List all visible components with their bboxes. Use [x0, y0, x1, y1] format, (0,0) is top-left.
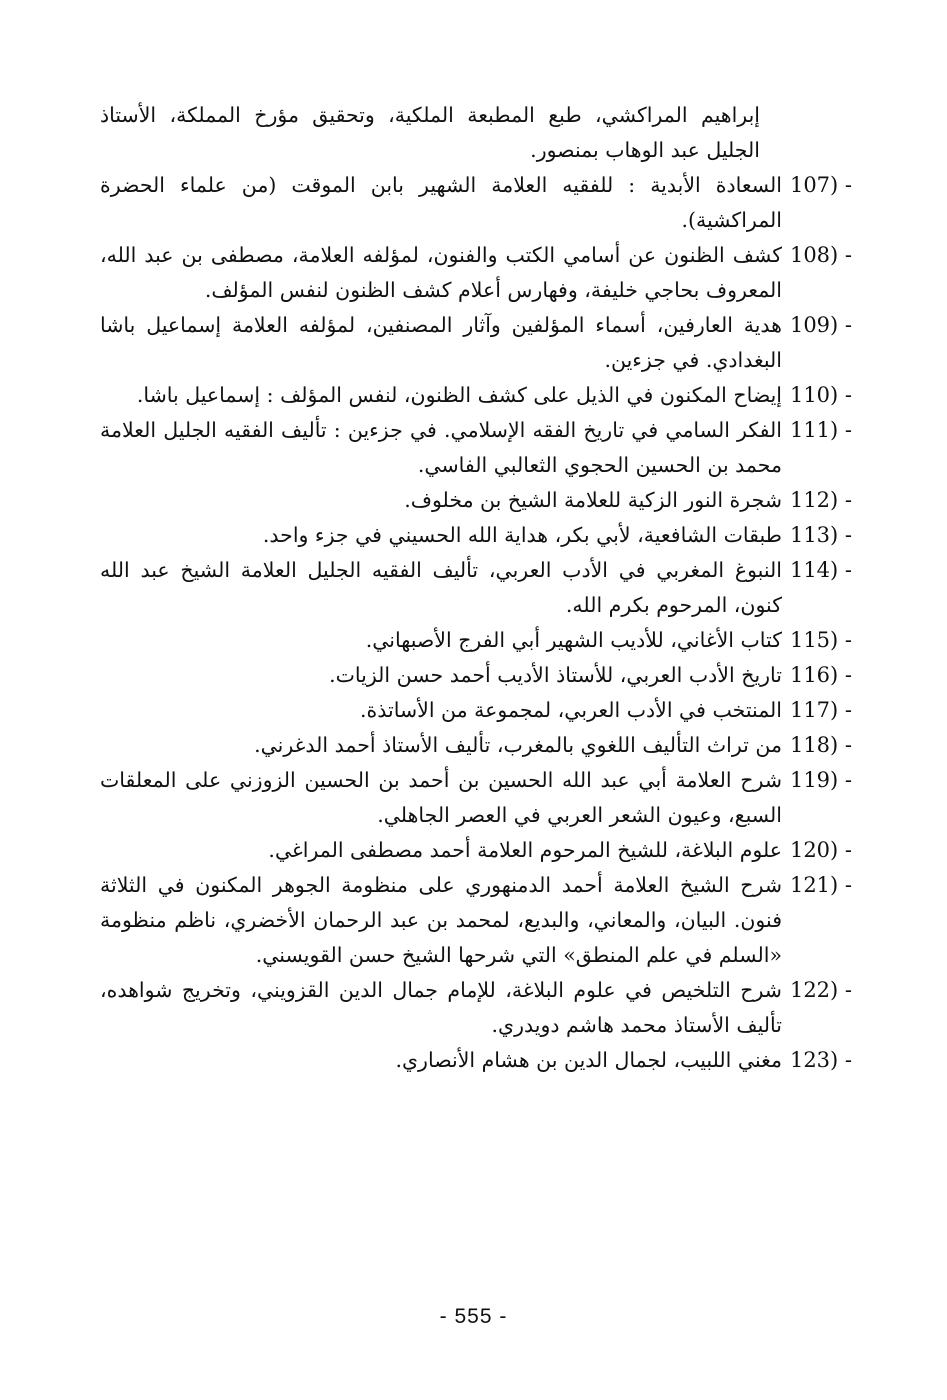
entry-text: السعادة الأبدية : للفقيه العلامة الشهير بابن الموقت (من علماء الحضرة المراكشية). [100, 173, 782, 232]
bibliography-entry [100, 623, 852, 658]
bibliography-entry [100, 833, 852, 868]
entry-text: شرح التلخيص في علوم البلاغة، للإمام جمال الدين القزويني، وتخريج شواهده، تأليف الأستاذ محمد هاشم دويدري. [100, 978, 782, 1037]
entry-text: شرح العلامة أبي عبد الله الحسين بن أحمد بن الحسين الزوزني على المعلقات السبع، وعيون الشعر العربي في العصر الجاهلي. [100, 768, 782, 827]
bibliography-entry [100, 238, 852, 308]
entry-text: شرح الشيخ العلامة أحمد الدمنهوري على منظومة الجوهر المكنون في الثلاثة فنون. البيان، والمعاني، والبديع، لمحمد بن عبد الرحمان الأخضري، ناظم منظومة «السلم في علم المنطق» التي شرحها الشيخ حسن القويسني. [100, 873, 782, 967]
entry-number: 120) - [789, 838, 852, 862]
entry-text: مغني اللبيب، لجمال الدين بن هشام الأنصاري. [395, 1048, 782, 1072]
bibliography-entry [100, 693, 852, 728]
bibliography-entry [100, 168, 852, 238]
entry-number: 118) - [789, 733, 852, 757]
bibliography-entry [100, 658, 852, 693]
bibliography-list [100, 98, 852, 1078]
entry-number: 108) - [789, 243, 852, 267]
entry-text: هدية العارفين، أسماء المؤلفين وآثار المصنفين، لمؤلفه العلامة إسماعيل باشا البغدادي. في جزءين. [100, 313, 782, 372]
entry-text: كتاب الأغاني، للأديب الشهير أبي الفرج الأصبهاني. [365, 628, 782, 652]
bibliography-entry [100, 1043, 852, 1078]
entry-text: النبوغ المغربي في الأدب العربي، تأليف الفقيه الجليل العلامة الشيخ عبد الله كنون، المرحوم بكرم الله. [100, 558, 782, 617]
entry-number: 116) - [789, 663, 852, 687]
entry-number: 123) - [789, 1048, 852, 1072]
entry-number: 119) - [789, 768, 852, 792]
entry-number: 122) - [789, 978, 852, 1002]
entry-text: كشف الظنون عن أسامي الكتب والفنون، لمؤلفه العلامة، مصطفى بن عبد الله، المعروف بحاجي خليفة، وفهارس أعلام كشف الظنون لنفس المؤلف. [100, 243, 782, 302]
entry-text: الفكر السامي في تاريخ الفقه الإسلامي. في جزءين : تأليف الفقيه الجليل العلامة محمد بن الحسين الحجوي الثعالبي الفاسي. [100, 418, 782, 477]
entry-number: 115) - [789, 628, 852, 652]
entry-number: 111) - [789, 418, 852, 442]
entry-text: المنتخب في الأدب العربي، لمجموعة من الأساتذة. [360, 698, 782, 722]
bibliography-entry [100, 378, 852, 413]
entry-number: 121) - [789, 873, 852, 897]
page-number: - 555 - [439, 1305, 508, 1328]
entry-number: 114) - [789, 558, 852, 582]
bibliography-entry [100, 553, 852, 623]
entry-number: 117) - [789, 698, 852, 722]
entry-text: إيضاح المكنون في الذيل على كشف الظنون، لنفس المؤلف : إسماعيل باشا. [136, 383, 782, 407]
entry-number: 113) - [789, 523, 852, 547]
entry-number: 112) - [789, 488, 852, 512]
continued-entry-text: إبراهيم المراكشي، طبع المطبعة الملكية، وتحقيق مؤرخ المملكة، الأستاذ الجليل عبد الوهاب بمنصور. [100, 103, 760, 162]
entry-text: من تراث التأليف اللغوي بالمغرب، تأليف الأستاذ أحمد الدغرني. [254, 733, 782, 757]
bibliography-entry [100, 763, 852, 833]
bibliography-entry [100, 973, 852, 1043]
entry-text: تاريخ الأدب العربي، للأستاذ الأديب أحمد حسن الزيات. [329, 663, 782, 687]
entry-number: 107) - [789, 173, 852, 197]
entry-text: شجرة النور الزكية للعلامة الشيخ بن مخلوف. [404, 488, 782, 512]
bibliography-entry [100, 308, 852, 378]
bibliography-entry [100, 518, 852, 553]
bibliography-entry [100, 868, 852, 973]
bibliography-entry [100, 728, 852, 763]
entry-number: 109) - [789, 313, 852, 337]
bibliography-entry [100, 413, 852, 483]
entry-text: طبقات الشافعية، لأبي بكر، هداية الله الحسيني في جزء واحد. [262, 523, 782, 547]
bibliography-entry [100, 483, 852, 518]
entry-number: 110) - [789, 383, 852, 407]
entry-text: علوم البلاغة، للشيخ المرحوم العلامة أحمد مصطفى المراغي. [268, 838, 782, 862]
